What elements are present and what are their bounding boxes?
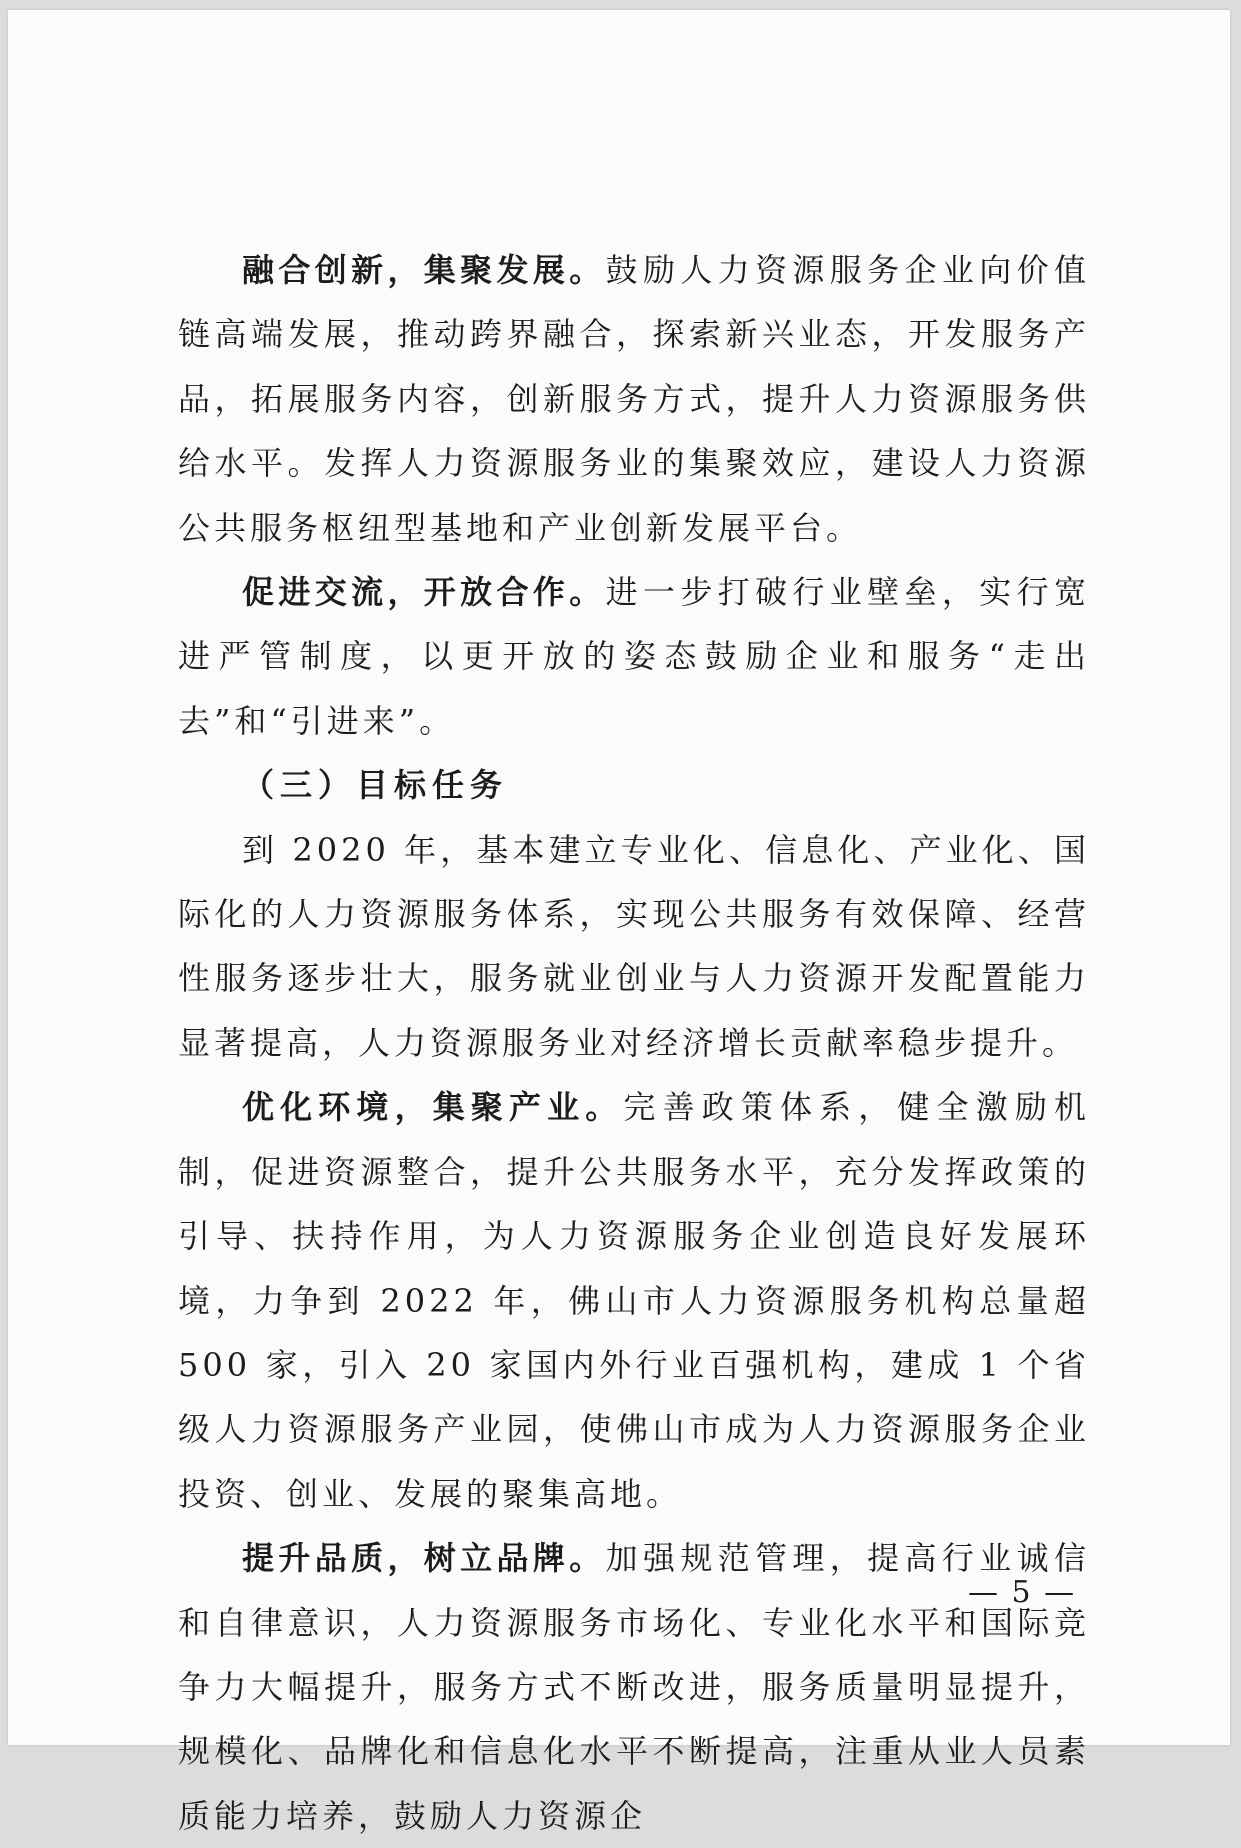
paragraph-text: 鼓励人力资源服务企业向价值链高端发展，推动跨界融合，探索新兴业态，开发服务产品，拓展服务内容，创新服务方式，提升人力资源服务供给水平。发挥人力资源服务业的集聚效应，建设人力资源公共服务枢纽型基地和产业创新发展平台。 <box>178 251 1090 547</box>
paragraph-environment <box>178 1075 1090 1526</box>
paragraph-exchange <box>178 560 1090 753</box>
page-number: — 5 — <box>968 1575 1077 1610</box>
paragraph-text: 完善政策体系，健全激励机制，促进资源整合，提升公共服务水平，充分发挥政策的引导、扶持作用，为人力资源服务企业创造良好发展环境，力争到 2022 年，佛山市人力资源服务机构总量超 500 家，引入 20 家国内外行业百强机构，建成 1 个省级人力资源服务产业园，使佛山市成为人力资源服务企业投资、创业、发展的聚集高地。 <box>178 1088 1090 1513</box>
paragraph-lead: 融合创新，集聚发展。 <box>242 251 606 289</box>
paragraph-lead: 优化环境，集聚产业。 <box>242 1088 624 1127</box>
paragraph-innovation <box>178 238 1090 560</box>
paragraph-text: 进一步打破行业壁垒，实行宽进严管制度，以更开放的姿态鼓励企业和服务“走出去”和“引进来”。 <box>178 573 1090 740</box>
document-page <box>8 10 1230 1835</box>
paragraph-text: 加强规范管理，提高行业诚信和自律意识，人力资源服务市场化、专业化水平和国际竞争力大幅提升，服务方式不断改进，服务质量明显提升，规模化、品牌化和信息化水平不断提高，注重从业人员素质能力培养，鼓励人力资源企 <box>178 1539 1090 1835</box>
paragraph-goal: 到 2020 年，基本建立专业化、信息化、产业化、国际化的人力资源服务体系，实现公共服务有效保障、经营性服务逐步壮大，服务就业创业与人力资源开发配置能力显著提高，人力资源服务业对经济增长贡献率稳步提升。 <box>178 830 1090 1062</box>
section-heading: （三）目标任务 <box>242 766 509 805</box>
paragraph-quality <box>178 1526 1090 1848</box>
paragraph-lead: 促进交流，开放合作。 <box>242 573 606 612</box>
body-text <box>178 238 1090 1848</box>
paragraph-lead: 提升品质，树立品牌。 <box>242 1539 606 1578</box>
